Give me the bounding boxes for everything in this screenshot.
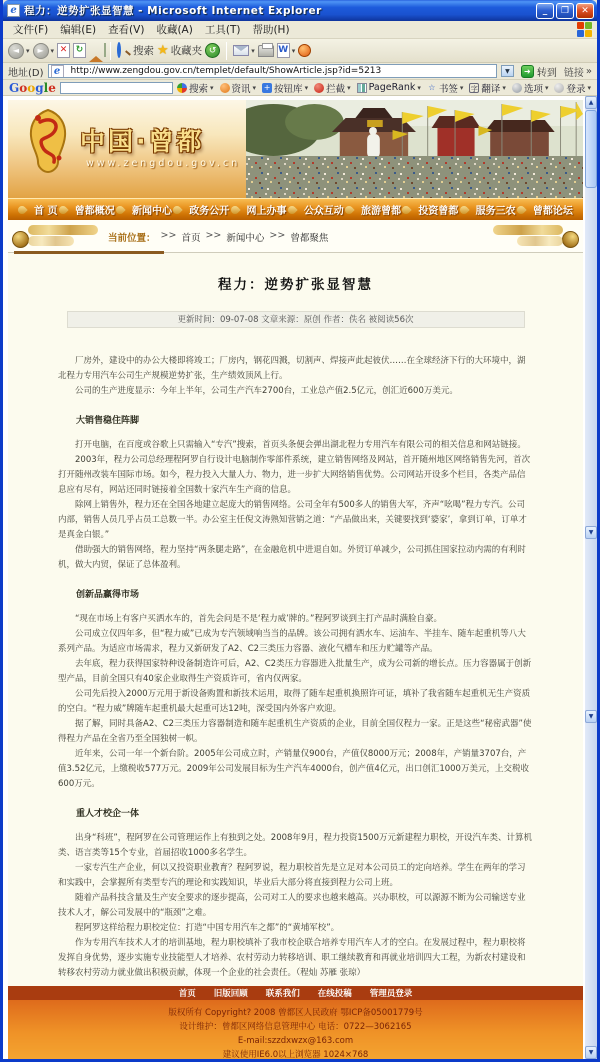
article-paragraph: 程阿罗这样给程力职校定位：打造“中国专用汽车之都”的“黄埔军校”。	[75, 923, 340, 933]
nav-separator-icon	[229, 204, 240, 215]
search-button[interactable]	[117, 43, 154, 58]
scroll-up-button[interactable]: ▲	[585, 96, 597, 109]
nav-separator-icon	[114, 204, 125, 215]
site-logo-dragon-emblem	[22, 108, 74, 174]
gold-ornament-left-icon	[12, 223, 102, 249]
nav-separator-icon	[16, 204, 27, 215]
back-button[interactable]: ◄ ▾	[8, 43, 30, 59]
vertical-scrollbar[interactable]	[585, 96, 597, 1059]
nav-separator-icon	[515, 204, 526, 215]
address-bar	[3, 63, 597, 80]
window-title: 程力：逆势扩张显智慧 - Microsoft Internet Explorer	[24, 5, 322, 17]
nav-separator-icon	[401, 204, 412, 215]
google-toolbar-button-icon	[314, 83, 324, 93]
go-arrow-icon: ➜	[521, 65, 534, 78]
address-url: http://www.zengdou.gov.cn/templet/default/ShowArticle.jsp?id=5213	[70, 66, 382, 76]
breadcrumb: 当前位置： >> 首页 >> 新闻中心 >> 曾都聚焦	[108, 230, 329, 244]
article-meta: 更新时间：09-07-08 文章来源：原创 作者：佚名 被阅读56次	[67, 311, 525, 328]
google-toolbar-button[interactable]: 拦截 ▾	[314, 81, 351, 95]
google-toolbar-button-label: 按钮库	[274, 83, 303, 95]
footer-line: 建议使用IE6.0以上浏览器 1024×768	[222, 1050, 369, 1059]
windows-logo-icon	[577, 22, 593, 38]
nav-item[interactable]: 曾都概况	[74, 206, 115, 217]
site-banner	[8, 100, 583, 198]
scroll-down-button[interactable]: ▼	[585, 1046, 597, 1059]
address-dropdown-button[interactable]: ▼	[501, 65, 514, 77]
scrollbar-seam-artifact: ▼	[585, 526, 597, 539]
menu-item[interactable]: 查看(V)	[108, 24, 145, 36]
stop-button[interactable]: ✕	[57, 43, 70, 58]
favorites-button[interactable]	[157, 43, 202, 58]
go-button-label: 转到	[536, 67, 557, 79]
refresh-button[interactable]: ↻	[73, 43, 86, 58]
breadcrumb-link[interactable]: 首页	[181, 233, 201, 244]
google-toolbar-button[interactable]: 选项 ▾	[512, 81, 549, 95]
article-paragraph: 2003年，程力公司总经理程阿罗自行设计电脑制作零部件系统，建立销售网络及网站，首开随州地区网络销售先河，首次打开随州改装车国际市场。如今，程力投入大量人力、物力，进一步扩大网络销售优势。公司网站开设多个栏目，各类产品信息应有尽有，网站还同时链接着全国数十家汽车生产商的信息。	[58, 455, 531, 495]
search-icon	[117, 44, 131, 58]
article-paragraph: 随着产品科技含量及生产安全要求的逐步提高，公司对工人的要求也越来越高。兴办职校，可以源源不断为公司输送专业技术人才，解公司发展中的“瓶颈”之难。	[58, 893, 526, 918]
footer-link[interactable]: 管理员登录	[369, 989, 413, 999]
article-paragraph: 公司成立仅四年多，但“程力威”已成为专汽领域响当当的品牌。该公司拥有洒水车、运油车、半挂车、随车起重机等八大系列产品。为适应市场需求，程力又新研发了A2、C2三类压力容器、液化气槽车和压力贮罐等产品。	[58, 629, 526, 654]
google-toolbar-button-icon	[512, 83, 522, 93]
article-body	[58, 354, 533, 981]
edit-button[interactable]: W ▾	[277, 43, 296, 58]
breadcrumb-label: 当前位置：	[108, 233, 156, 244]
article-paragraph: 重人才校企一体	[76, 809, 140, 819]
google-toolbar-button[interactable]: ☆ 书签 ▾	[427, 81, 464, 95]
google-toolbar-button-icon	[427, 83, 437, 93]
page-viewport	[3, 96, 597, 1059]
main-nav	[8, 198, 583, 220]
menu-item[interactable]: 文件(F)	[13, 24, 49, 36]
nav-item[interactable]: 公众互动	[303, 206, 344, 217]
gold-ornament-right-icon	[489, 223, 579, 249]
nav-item[interactable]: 政务公开	[189, 206, 230, 217]
google-toolbar-button-label: 书签	[438, 83, 458, 95]
close-button[interactable]: ✕	[576, 3, 594, 19]
standard-toolbar	[3, 39, 597, 63]
crowd-texture	[246, 156, 583, 198]
google-toolbar-button-label: 翻译	[481, 83, 501, 95]
nav-item[interactable]: 首 页	[34, 206, 58, 217]
banner-photo	[246, 100, 583, 198]
menu-bar	[3, 21, 597, 39]
article-paragraph: 创新品赢得市场	[76, 590, 140, 600]
article-paragraph: 去年底，程力获得国家特种设备制造许可后，A2、C2类压力容器进入批量生产，成为公司新的增长点。压力容器属于创新型产品，目前全国只有40家企业取得生产资质许可，省内仅两家。	[58, 659, 532, 684]
nav-item[interactable]: 网上办事	[246, 206, 287, 217]
google-toolbar-button[interactable]: + 按钮库 ▾	[262, 81, 308, 95]
nav-separator-icon	[172, 204, 183, 215]
article-paragraph: “现在市场上有客户买洒水车的，首先会问是不是‘程力威’牌的。”程阿罗谈到主打产品时满脸自豪。	[75, 614, 442, 624]
banner-logo-area	[8, 100, 246, 198]
footer-line: E-mail:szzdxwzx@163.com	[237, 1036, 354, 1046]
breadcrumb-bar	[8, 220, 583, 253]
mail-button[interactable]: ▾	[233, 45, 255, 56]
page-favicon: e	[51, 65, 64, 78]
article-paragraph: 大销售稳住阵脚	[76, 416, 140, 426]
address-label: 地址(D)	[8, 67, 44, 79]
google-toolbar-button[interactable]: 字 翻译 ▾	[469, 81, 506, 95]
article-paragraph: 公司先后投入2000万元用于新设备购置和新技术运用，取得了随车起重机换照许可证，填补了我省随车起重机无生产资质的空白。“程力威”牌随车起重机最大起重可达12吨，深受国内外客户欢迎。	[58, 689, 531, 714]
breadcrumb-link[interactable]: 曾都聚焦	[290, 233, 329, 244]
google-logo: Google	[9, 80, 56, 95]
ie-page-icon: e	[7, 4, 20, 17]
google-toolbar-button-icon	[177, 83, 187, 93]
favorites-star-icon: ★	[157, 43, 169, 58]
menu-item[interactable]: 工具(T)	[204, 24, 241, 36]
google-toolbar-button[interactable]: 资讯 ▾	[220, 81, 257, 95]
nav-item[interactable]: 新闻中心	[132, 206, 173, 217]
google-toolbar-button-icon	[357, 83, 367, 93]
google-toolbar-button-label: 拦截	[326, 83, 346, 95]
nav-item[interactable]: 曾都论坛	[532, 206, 573, 217]
title-bar	[3, 0, 597, 21]
nav-item[interactable]: 服务三农	[475, 206, 516, 217]
article-paragraph: 作为专用汽车技术人才的培训基地，程力职校填补了我市校企联合培养专用汽车人才的空白。在发展过程中，程力职校将发挥自身优势，逐步实施专业技能型人才培养、农村劳动力转移培训、职工继续教育和再就业培训四大工程，为新农村建设和转移农村劳动力就业做出积极贡献，体现一个企业的社会责任。（程灿 苏雁 张琼）	[58, 938, 526, 978]
article-paragraph: 除网上销售外，程力还在全国各地建立起庞大的销售网络。公司全年有500多人的销售大军，齐声“吆喝”程力专汽。公司内部，销售人员几乎占员工总数一半。办公室主任倪文涛熟知营销之道：“产品做出来，关键要找到‘婆家’，拿到订单，订单才是真金白银。”	[58, 500, 527, 540]
article-paragraph: 公司的生产进度显示：今年上半年，公司生产汽车2700台，工业总产值2.5亿元，创汇近600万美元。	[75, 386, 458, 396]
mail-icon	[233, 45, 249, 56]
article	[8, 253, 583, 986]
article-paragraph: 借助强大的销售网络，程力坚持“两条腿走路”，在金融危机中进退自如。外贸订单减少，公司抓住国家拉动内需的有利时机，做大内贸，保证了总体盈利。	[58, 545, 526, 570]
footer-link[interactable]: 旧版回顾	[213, 989, 248, 999]
google-toolbar-button-icon	[262, 83, 272, 93]
scrollbar-thumb[interactable]	[585, 110, 597, 188]
google-toolbar	[3, 80, 597, 96]
footer-nav	[8, 986, 583, 1000]
google-toolbar-button-label: 资讯	[231, 83, 251, 95]
favorites-button-label: 收藏夹	[170, 45, 203, 57]
nav-separator-icon	[57, 204, 68, 215]
article-paragraph: 近年来，公司一年一个新台阶。2005年公司成立时，产销量仅900台，产值仅8000万元；2008年，产销量3707台，产值3.52亿元，上缴税收577万元。2009年公司发展目标为生产汽车4000台，创产值4亿元，出口创汇1000万美元，上交税收600万元。	[58, 749, 529, 789]
forward-button[interactable]: ► ▾	[33, 43, 55, 59]
scrollbar-seam-artifact: ▼	[585, 710, 597, 723]
footer-link[interactable]: 首页	[178, 989, 196, 999]
go-button[interactable]	[518, 64, 560, 79]
google-toolbar-button-label: 搜索	[188, 83, 208, 95]
google-toolbar-button-label: 登录	[566, 83, 586, 95]
article-paragraph: 出身“科班”，程阿罗在公司管理运作上有独到之处。2008年9月，程力投资1500万元新建程力职校，开设汽车类、计算机类、语言类等15个专业，首届招收1000多名学生。	[58, 833, 532, 858]
nav-item[interactable]: 投资曾都	[418, 206, 459, 217]
nav-separator-icon	[458, 204, 469, 215]
search-button-label: 搜索	[133, 45, 155, 57]
article-title: 程力：逆势扩张显智慧	[218, 277, 373, 293]
article-paragraph: 据了解，同时具备A2、C2三类压力容器制造和随车起重机生产资质的企业，目前全国仅程力一家。正是这些“秘密武器”使得程力产品在全省乃至全国独树一帜。	[58, 719, 532, 744]
google-toolbar-button-icon	[554, 83, 564, 93]
breadcrumb-link[interactable]: 新闻中心	[226, 233, 265, 244]
article-paragraph: 一家专汽生产企业，何以又投资职业教育？程阿罗说，程力职校首先是立足对本公司员工的定向培养。学生在两年的学习和实践中，会掌握所有类型专汽的理论和实践知识，毕业后大部分将直接到程力公司上班。	[58, 863, 526, 888]
home-button[interactable]	[89, 44, 104, 58]
messenger-button[interactable]	[298, 44, 311, 57]
web-page	[3, 96, 585, 1059]
google-toolbar-button[interactable]: 登录 ▾	[554, 81, 591, 95]
address-input[interactable]	[48, 64, 497, 78]
google-toolbar-button-label: PageRank	[368, 82, 416, 93]
article-paragraph: 厂房外，建设中的办公大楼即将竣工；厂房内，钢花四溅，切割声、焊接声此起彼伏……在全球经济下行的大环境中，湖北程力专用汽车公司生产规模逆势扩张，生产绩效顶风上行。	[58, 356, 526, 381]
print-button[interactable]	[258, 45, 274, 57]
footer-link[interactable]: 联系我们	[265, 989, 300, 999]
footer-line: 设计维护：曾都区网络信息管理中心 电话：0722—3062165	[179, 1022, 412, 1032]
menu-item[interactable]: 帮助(H)	[252, 24, 290, 36]
google-toolbar-button[interactable]: PageRank ▾	[357, 82, 421, 93]
google-toolbar-button-icon	[469, 83, 479, 93]
article-paragraph: 打开电脑，在百度或谷歌上只需输入“专汽”搜索，首页头条便会弹出湖北程力专用汽车有限公司的相关信息和网站链接。	[75, 440, 526, 450]
restore-button[interactable]: ❐	[556, 3, 574, 19]
history-button[interactable]: ↺	[205, 43, 220, 58]
nav-separator-icon	[286, 204, 297, 215]
footer-link[interactable]: 在线投稿	[317, 989, 352, 999]
google-toolbar-button[interactable]: 搜索 ▾	[177, 81, 214, 95]
menu-item[interactable]: 收藏(A)	[156, 24, 193, 36]
site-url: www.zengdou.gov.cn	[86, 158, 241, 169]
site-name: 中国·曾都	[80, 127, 205, 156]
google-toolbar-button-label: 选项	[523, 83, 543, 95]
nav-item[interactable]: 旅游曾都	[361, 206, 402, 217]
nav-separator-icon	[343, 204, 354, 215]
links-label[interactable]: 链接 »	[563, 65, 592, 79]
footer	[8, 1000, 583, 1059]
footer-line: 版权所有 Copyright? 2008 曾都区人民政府 鄂ICP备05001779号	[168, 1008, 423, 1018]
google-search-input[interactable]	[60, 82, 173, 94]
google-toolbar-button-icon	[220, 83, 230, 93]
menu-item[interactable]: 编辑(E)	[60, 24, 97, 36]
minimize-button[interactable]: _	[536, 3, 554, 19]
